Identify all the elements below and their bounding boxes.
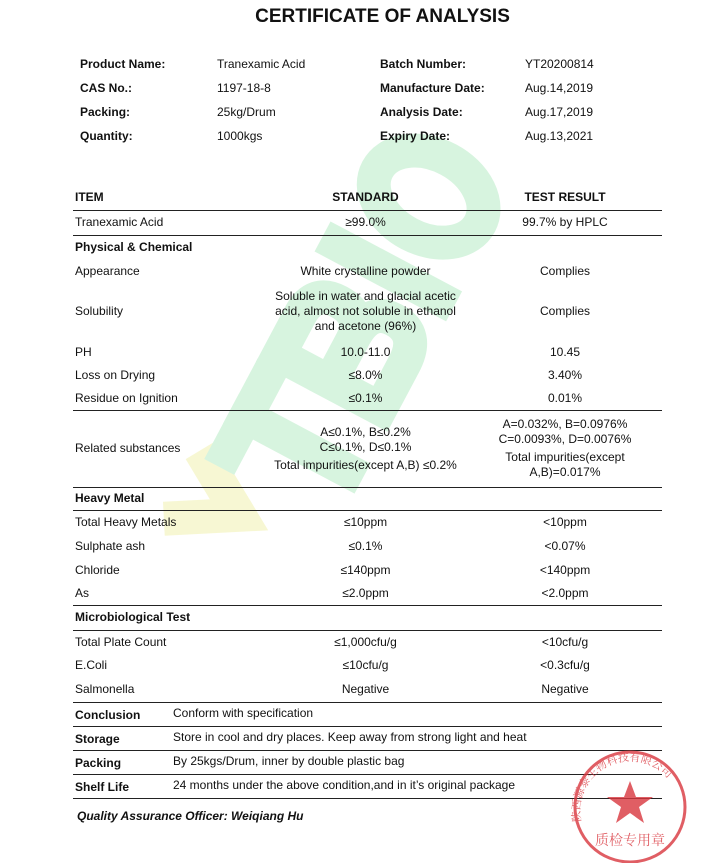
table-row <box>73 340 662 364</box>
result-cell: <10ppm <box>543 514 587 529</box>
standard-line: A≤0.1%, B≤0.2% <box>320 424 411 439</box>
result-line: Total impurities(except A,B)=0.017% <box>505 450 625 479</box>
result-line: C=0.0093%, D=0.0076% <box>498 432 632 446</box>
table-row <box>73 410 662 487</box>
result-cell: <0.3cfu/g <box>540 658 590 672</box>
info-label: Product Name: <box>80 57 166 71</box>
standard-cell: ≥99.0% <box>263 210 468 235</box>
analysis-section <box>73 186 662 824</box>
table-row <box>73 677 662 702</box>
item-name: Loss on Drying <box>75 368 156 382</box>
svg-text:陕西源泰生物科技有限公司: 陕西源泰生物科技有限公司 <box>569 750 676 823</box>
table-row <box>73 558 662 582</box>
standard-cell: ≤10cfu/g <box>342 658 389 672</box>
section-row <box>73 487 662 510</box>
info-value: Aug.17,2019 <box>525 105 594 119</box>
standard-cell: Negative <box>341 682 390 696</box>
summary-value: By 25kgs/Drum, inner by double plastic bag <box>173 754 405 768</box>
standard-line: C≤0.1%, D≤0.1% <box>319 439 412 454</box>
summary-row <box>73 702 662 727</box>
table-row <box>73 534 662 558</box>
result-cell: <10cfu/g <box>541 634 589 649</box>
summary-label: Packing <box>75 756 122 770</box>
item-name: Salmonella <box>75 682 135 696</box>
info-value: 1000kgs <box>217 129 263 143</box>
item-name: Solubility <box>75 304 124 318</box>
info-value: Aug.14,2019 <box>525 81 594 95</box>
summary-label: Conclusion <box>75 708 141 722</box>
standard-cell: Soluble in water and glacial acetic acid, almost not soluble in ethanol and acetone (96%) <box>275 289 456 333</box>
standard-cell: ≤1,000cfu/g <box>334 634 397 649</box>
info-value: 1197-18-8 <box>217 81 271 95</box>
table-row <box>73 582 662 605</box>
result-cell: Negative <box>541 682 589 696</box>
item-name: Tranexamic Acid <box>73 210 263 235</box>
summary-label: Storage <box>75 732 120 746</box>
info-value: Tranexamic Acid <box>217 57 306 71</box>
standard-cell: ≤0.1% <box>348 538 383 553</box>
table-row <box>73 510 662 534</box>
standard-cell: ≤8.0% <box>348 368 383 382</box>
section-title: Heavy Metal <box>73 487 662 510</box>
svg-text:质检专用章: 质检专用章 <box>595 833 665 849</box>
result-cell: <140ppm <box>539 562 591 577</box>
qa-officer: Quality Assurance Officer: Weiqiang Hu <box>77 809 304 823</box>
standard-cell: ≤2.0ppm <box>263 582 468 605</box>
item-name: Residue on Ignition <box>73 387 263 410</box>
result-cell: 3.40% <box>547 368 583 382</box>
item-name: Chloride <box>75 562 120 577</box>
section-title: Microbiological Test <box>73 605 662 630</box>
table-row <box>73 387 662 410</box>
info-label: Quantity: <box>80 129 133 143</box>
standard-cell: ≤0.1% <box>263 387 468 410</box>
info-label: Packing: <box>80 105 131 119</box>
analysis-table <box>73 186 662 702</box>
result-line: A=0.032%, B=0.0976% <box>502 417 628 431</box>
info-value: 25kg/Drum <box>217 105 276 119</box>
table-row <box>73 259 662 283</box>
standard-cell: ≤140ppm <box>340 562 391 577</box>
standard-cell: 10.0-11.0 <box>340 344 391 359</box>
result-cell: 10.45 <box>549 344 581 359</box>
item-name: Total Heavy Metals <box>75 514 177 529</box>
item-name: Related substances <box>73 410 263 487</box>
info-label: CAS No.: <box>80 81 132 95</box>
info-value: YT20200814 <box>525 57 594 71</box>
result-cell: Complies <box>539 304 590 318</box>
standard-line: Total impurities(except A,B) ≤0.2% <box>274 457 457 472</box>
info-label: Manufacture Date: <box>380 81 485 95</box>
standard-cell <box>263 410 468 487</box>
summary-value: Conform with specification <box>173 706 314 720</box>
item-name: As <box>73 582 263 605</box>
info-label: Analysis Date: <box>380 105 463 119</box>
column-header: TEST RESULT <box>468 186 662 210</box>
column-header: STANDARD <box>263 186 468 210</box>
item-name: PH <box>75 344 92 359</box>
result-cell: <0.07% <box>544 538 586 553</box>
summary-label: Shelf Life <box>75 780 130 794</box>
section-row <box>73 605 662 630</box>
standard-cell: ≤10ppm <box>343 514 388 529</box>
table-row <box>73 364 662 387</box>
standard-cell: White crystalline powder <box>300 263 431 278</box>
table-header-row <box>73 186 662 210</box>
table-row <box>73 210 662 235</box>
company-stamp <box>560 745 700 863</box>
summary-value: Store in cool and dry places. Keep away from strong light and heat <box>173 730 527 744</box>
section-title: Physical & Chemical <box>75 239 193 254</box>
item-name: Total Plate Count <box>75 634 167 649</box>
info-value: Aug.13,2021 <box>525 129 594 143</box>
info-label: Expiry Date: <box>380 129 451 143</box>
page-title: CERTIFICATE OF ANALYSIS <box>255 6 510 27</box>
summary-value: 24 months under the above condition,and in it’s original package <box>173 778 516 792</box>
table-row <box>73 283 662 340</box>
section-row <box>73 235 662 259</box>
item-name: Appearance <box>75 263 140 278</box>
item-name: E.Coli <box>75 658 108 672</box>
result-cell: <2.0ppm <box>468 582 662 605</box>
result-cell <box>468 410 662 487</box>
info-label: Batch Number: <box>380 57 467 71</box>
result-cell: 0.01% <box>468 387 662 410</box>
result-cell: Complies <box>539 263 590 278</box>
column-header: ITEM <box>73 186 263 210</box>
table-row <box>73 630 662 654</box>
item-name: Sulphate ash <box>75 538 146 553</box>
table-row <box>73 654 662 677</box>
result-cell: 99.7% by HPLC <box>468 210 662 235</box>
